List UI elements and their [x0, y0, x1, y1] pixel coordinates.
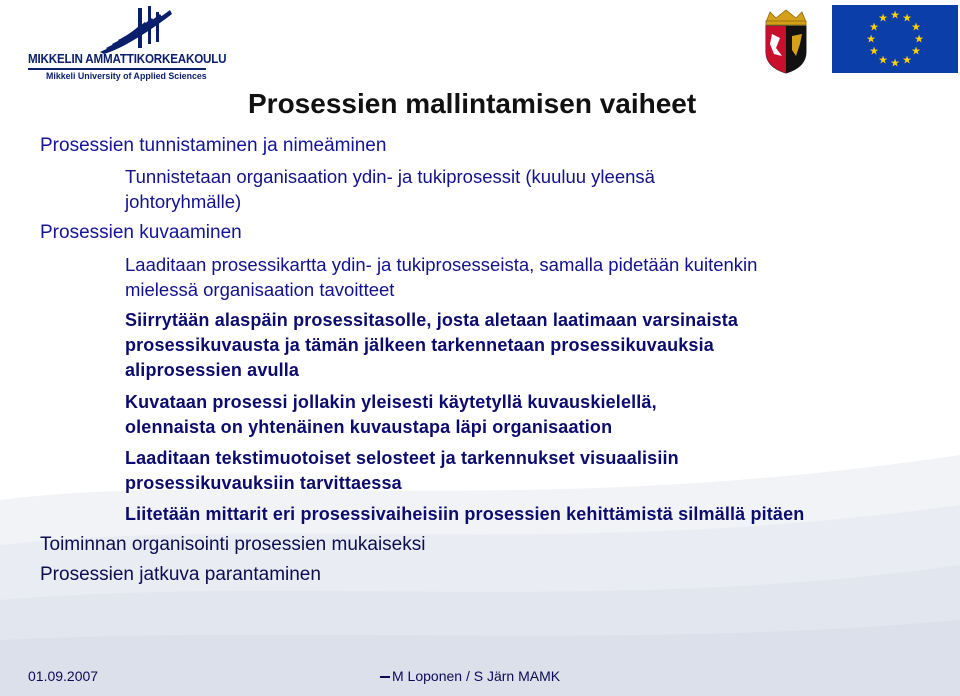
mamk-logo: [28, 4, 227, 82]
text-process-descriptions-as-needed: prosessikuvauksiin tarvittaessa: [125, 473, 402, 493]
slide-title: Prosessien mallintamisen vaiheet: [248, 88, 697, 119]
text-written-statements: Laaditaan tekstimuotoiset selosteet ja tarkennukset visuaalisiin: [125, 448, 679, 468]
heading-identify-processes: Prosessien tunnistaminen ja nimeäminen: [40, 135, 387, 156]
svg-text:★: ★: [878, 11, 888, 25]
svg-text:★: ★: [902, 53, 912, 67]
school-subtitle: Mikkeli University of Applied Sciences: [46, 71, 207, 82]
coat-of-arms-icon: [762, 8, 810, 74]
footer-date: 01.09.2007: [28, 668, 99, 684]
text-describe-with-language: Kuvataan prosessi jollakin yleisesti käytetyllä kuvauskielellä,: [125, 392, 657, 412]
text-process-map: Laaditaan prosessikartta ydin- ja tukiprosesseista, samalla pidetään kuitenkin: [125, 254, 758, 275]
svg-text:★: ★: [911, 44, 921, 58]
text-subprocesses: aliprosessien avulla: [125, 360, 300, 380]
heading-organise-by-process: Toiminnan organisointi prosessien mukaiseksi: [40, 534, 426, 555]
text-management-group: johtoryhmälle): [125, 191, 242, 212]
heading-describe-processes: Prosessien kuvaaminen: [40, 222, 242, 243]
svg-text:★: ★: [902, 11, 912, 25]
school-name: MIKKELIN AMMATTIKORKEAKOULU: [28, 52, 227, 66]
svg-text:★: ★: [869, 20, 879, 34]
svg-text:★: ★: [866, 32, 876, 46]
svg-text:★: ★: [890, 56, 900, 70]
heading-continuous-improvement: Prosessien jatkuva parantaminen: [40, 564, 321, 585]
logo-divider: [28, 68, 206, 70]
text-refine-descriptions: prosessikuvausta ja tämän jälkeen tarkennetaan prosessikuvauksia: [125, 335, 714, 355]
eu-flag-icon: [832, 5, 958, 73]
footer-author: M Loponen / S Järn MAMK: [392, 668, 561, 684]
text-identify-core-processes: Tunnistetaan organisaation ydin- ja tukiprosessit (kuuluu yleensä: [125, 166, 655, 187]
svg-text:★: ★: [914, 32, 924, 46]
text-organisation-goals: mielessä organisaation tavoitteet: [125, 279, 395, 300]
svg-text:★: ★: [911, 20, 921, 34]
text-move-to-process-level: Siirrytään alaspäin prosessitasolle, josta aletaan laatimaan varsinaista: [125, 310, 739, 330]
svg-text:★: ★: [878, 53, 888, 67]
svg-text:★: ★: [869, 44, 879, 58]
mamk-wave-mark-icon: [98, 4, 178, 56]
footer-divider: [380, 676, 390, 678]
text-uniform-style: olennaista on yhtenäinen kuvaustapa läpi organisaation: [125, 417, 613, 437]
svg-text:★: ★: [890, 8, 900, 22]
text-attach-metrics: Liitetään mittarit eri prosessivaiheisiin prosessien kehittämistä silmällä pitäen: [125, 504, 805, 524]
